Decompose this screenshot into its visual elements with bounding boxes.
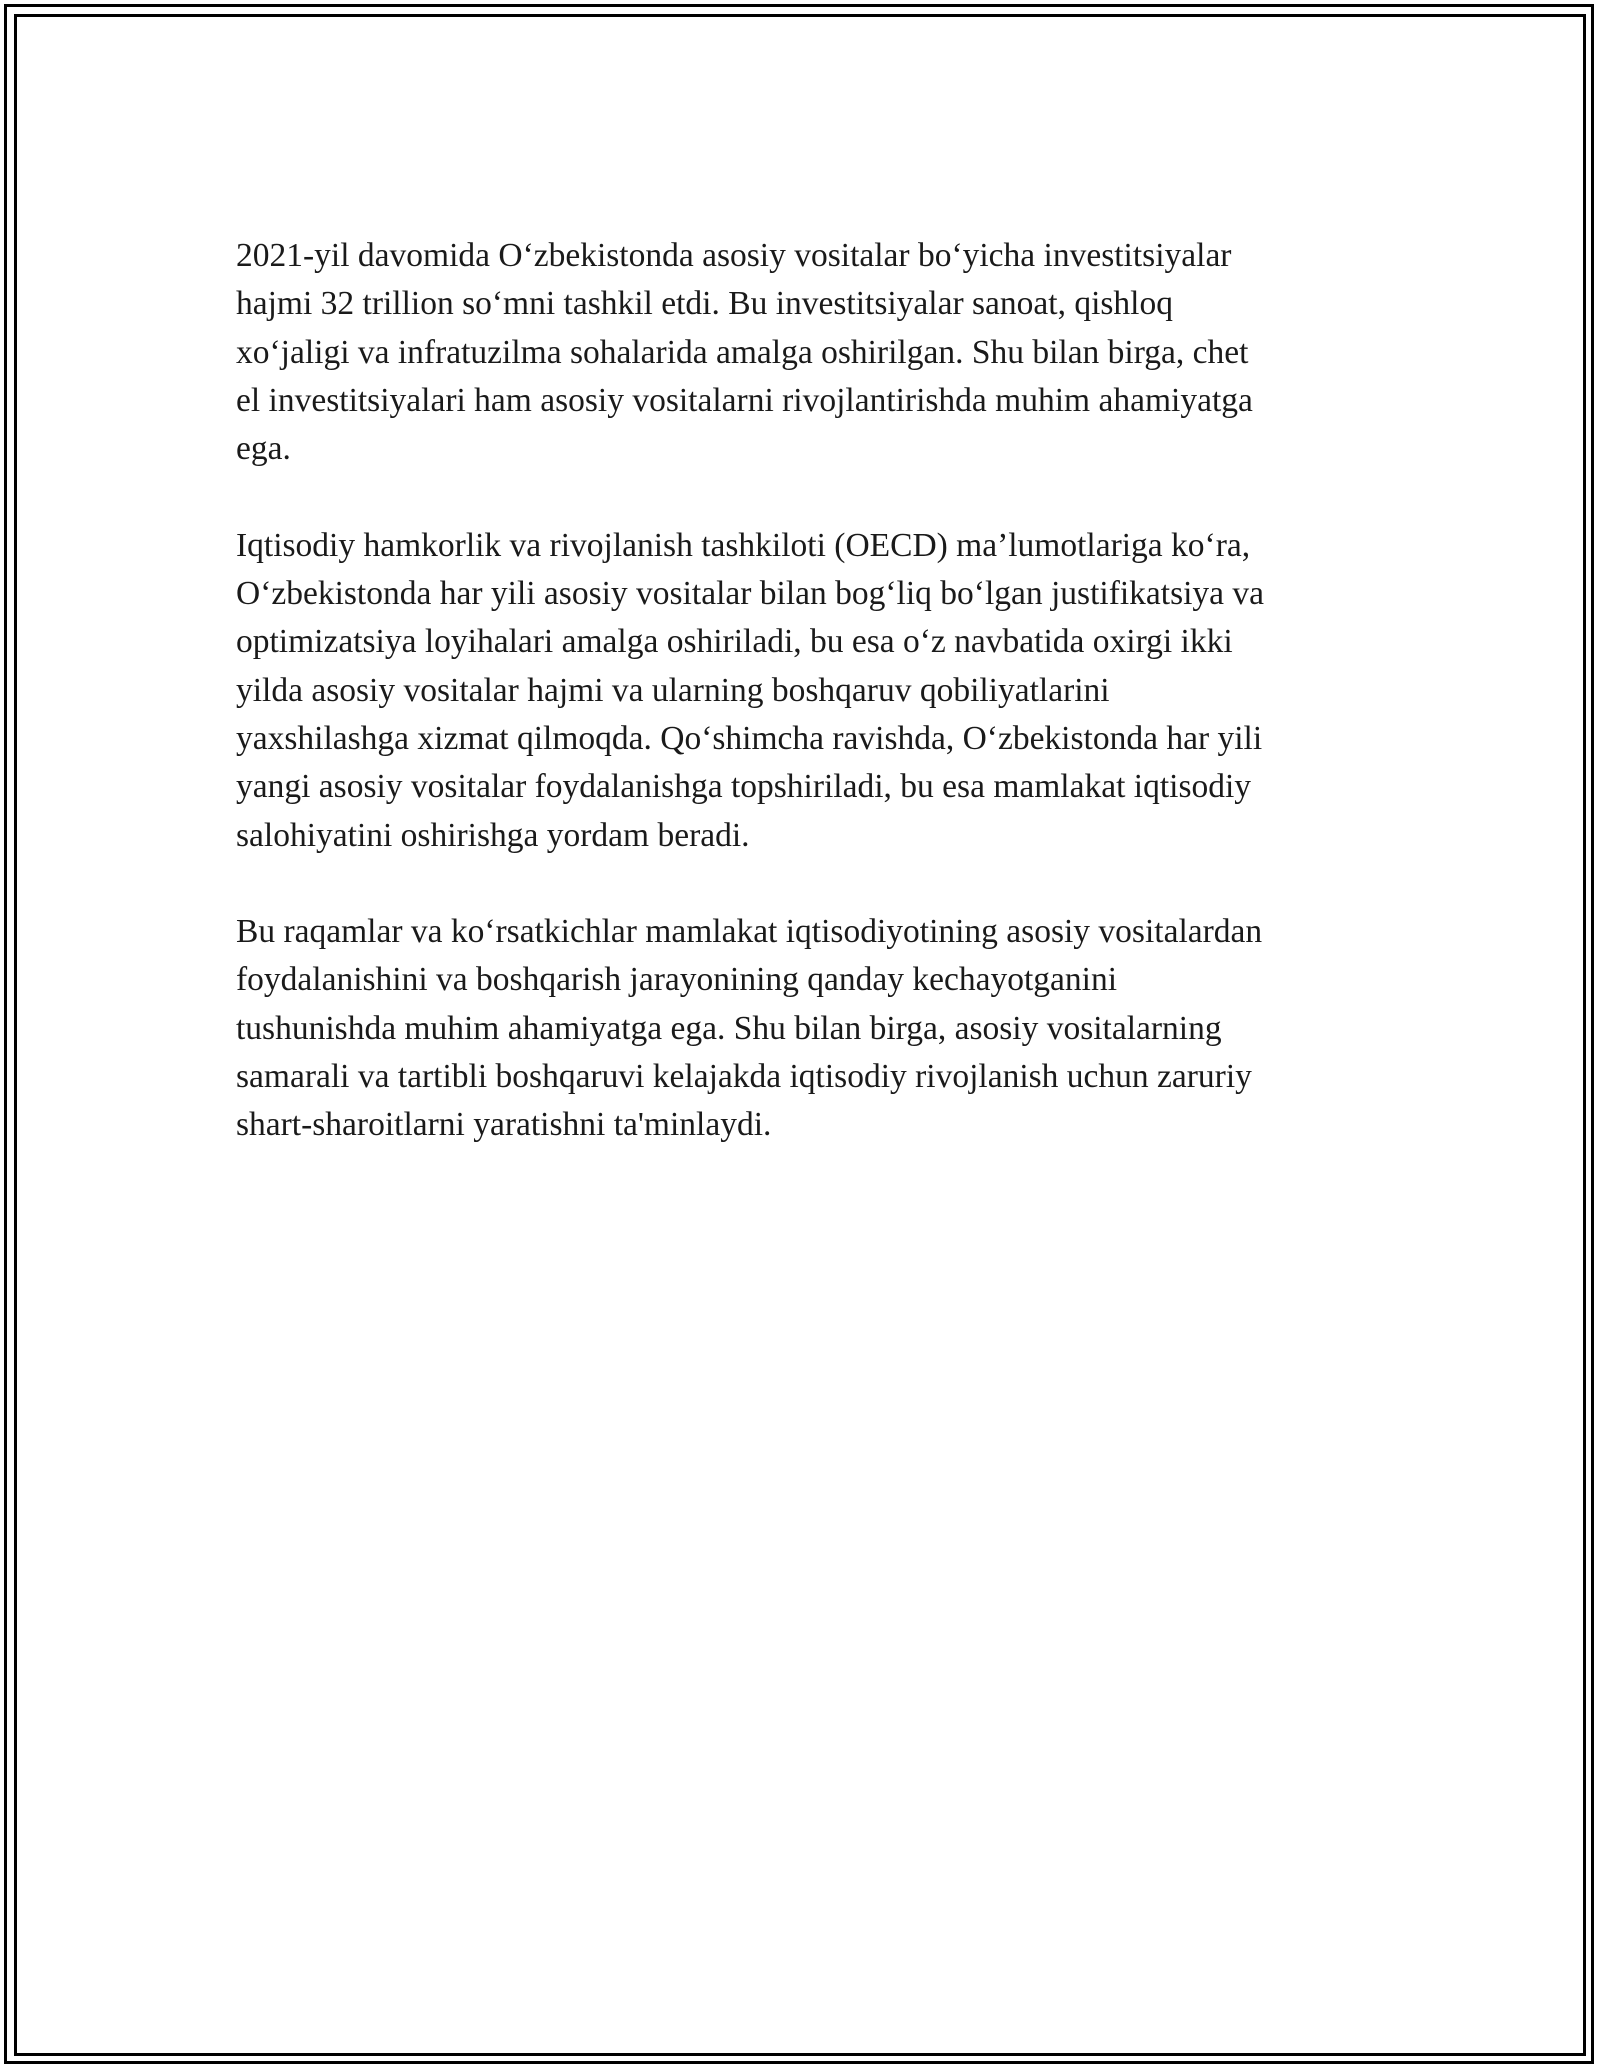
text-line: el investitsiyalari ham asosiy vositalarni rivojlantirishda muhim ahamiyatga <box>236 381 1253 419</box>
text-line: foydalanishini va boshqarish jarayonining qanday kechayotganini <box>236 961 1118 999</box>
text-line: O‘zbekistonda har yili asosiy vositalar bilan bog‘liq bo‘lgan justifikatsiya va <box>236 575 1265 613</box>
text-line: Bu raqamlar va ko‘rsatkichlar mamlakat iqtisodiyotining asosiy vositalardan <box>236 913 1263 951</box>
paragraph-1 <box>236 232 1386 473</box>
document-body <box>236 232 1386 1198</box>
text-line: samarali va tartibli boshqaruvi kelajakda iqtisodiy rivojlanish uchun zaruriy <box>236 1058 1252 1096</box>
paragraph-2 <box>236 522 1386 860</box>
paragraph-3 <box>236 908 1386 1149</box>
text-line: 2021-yil davomida O‘zbekistonda asosiy vositalar bo‘yicha investitsiyalar <box>236 237 1232 274</box>
text-line: hajmi 32 trillion so‘mni tashkil etdi. Bu investitsiyalar sanoat, qishloq <box>236 285 1173 323</box>
text-line: salohiyatini oshirishga yordam beradi. <box>236 816 750 854</box>
text-line: Iqtisodiy hamkorlik va rivojlanish tashkiloti (OECD) ma’lumotlariga ko‘ra, <box>236 526 1251 564</box>
text-line: xo‘jaligi va infratuzilma sohalarida amalga oshirilgan. Shu bilan birga, chet <box>236 333 1249 371</box>
text-line: yilda asosiy vositalar hajmi va ularning boshqaruv qobiliyatlarini <box>236 671 1110 709</box>
text-line: optimizatsiya loyihalari amalga oshiriladi, bu esa o‘z navbatida oxirgi ikki <box>236 623 1233 661</box>
text-line: shart-sharoitlarni yaratishni ta'minlaydi. <box>236 1106 772 1144</box>
text-line: yangi asosiy vositalar foydalanishga topshiriladi, bu esa mamlakat iqtisodiy <box>236 768 1252 806</box>
text-line: ega. <box>236 430 291 468</box>
text-line: yaxshilashga xizmat qilmoqda. Qo‘shimcha ravishda, O‘zbekistonda har yili <box>236 719 1263 757</box>
text-line: tushunishda muhim ahamiyatga ega. Shu bilan birga, asosiy vositalarning <box>236 1009 1222 1047</box>
